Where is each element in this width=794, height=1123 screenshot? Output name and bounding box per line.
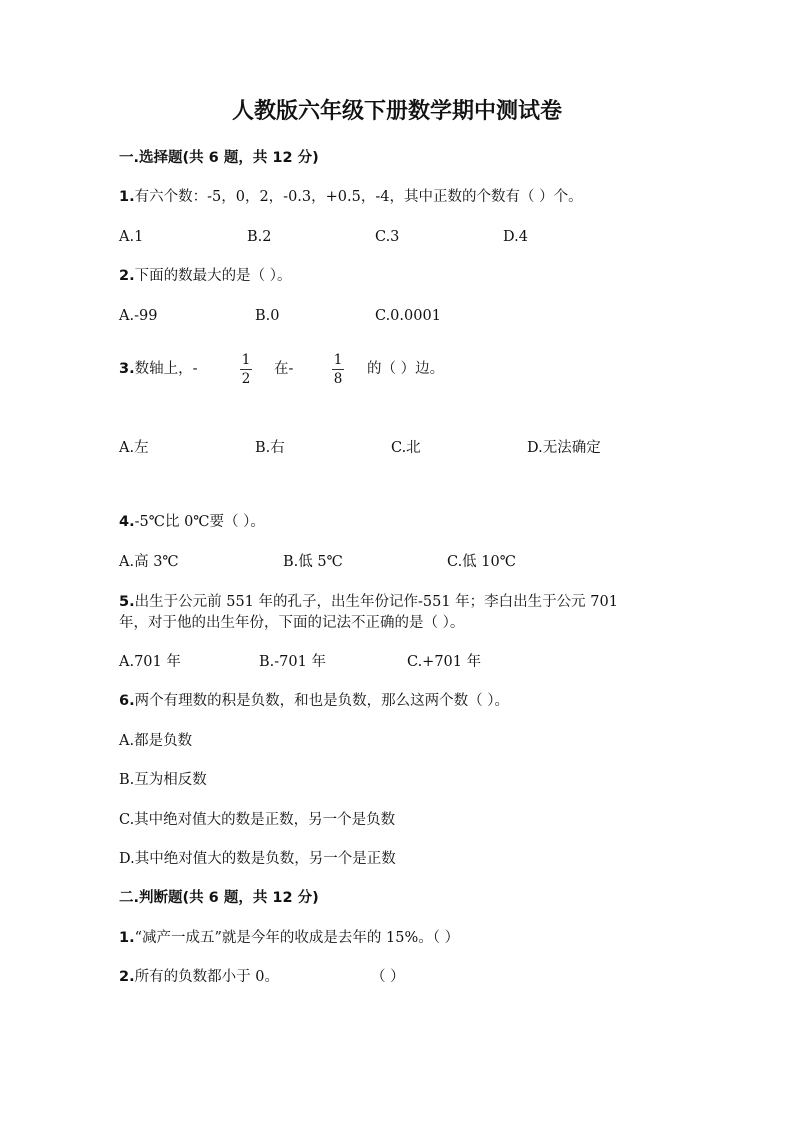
question-3-part-a	[119, 359, 198, 379]
option-c: C.北	[391, 440, 421, 456]
question-text: “减产一成五”就是今年的收成是去年的 15%。（ ）	[134, 930, 460, 946]
question-4	[119, 512, 265, 532]
option-a: A.1	[119, 229, 144, 245]
option-b: B.2	[247, 229, 272, 245]
fraction-denominator: 8	[333, 371, 343, 387]
question-number: 5.	[119, 594, 135, 610]
answer-blank: （ ）	[371, 969, 405, 985]
option-a: A.701 年	[119, 654, 181, 670]
option-c: C.+701 年	[407, 654, 482, 670]
judgement-1	[119, 928, 459, 948]
question-3-part-c: 的（ ）边。	[367, 361, 445, 377]
option-c: C.3	[375, 229, 400, 245]
page-title: 人教版六年级下册数学期中测试卷	[231, 98, 562, 124]
option-b: B.-701 年	[259, 654, 326, 670]
fraction-one-eighth	[331, 352, 345, 387]
option-d: D.其中绝对值大的数是负数，另一个是正数	[119, 851, 396, 867]
question-number: 4.	[119, 514, 135, 530]
option-c: C.其中绝对值大的数是正数，另一个是负数	[119, 812, 396, 828]
fraction-numerator: 1	[333, 352, 343, 368]
question-5-line-1	[119, 592, 618, 612]
option-d: D.4	[503, 229, 528, 245]
section-heading-choice: 一.选择题(共 6 题，共 12 分)	[119, 150, 319, 166]
question-number: 3.	[119, 361, 135, 377]
option-d: D.无法确定	[527, 440, 601, 456]
question-text: 所有的负数都小于 0。	[134, 969, 279, 985]
option-a: A.-99	[119, 308, 158, 324]
option-b: B.低 5℃	[283, 554, 343, 570]
question-5-line-2: 年，对于他的出生年份，下面的记法不正确的是（ ）。	[119, 615, 465, 631]
question-3-part-b: 在-	[274, 361, 294, 377]
option-b: B.右	[255, 440, 285, 456]
question-number: 1.	[119, 930, 135, 946]
question-text: 有六个数：-5，0，2，-0.3，+0.5，-4，其中正数的个数有（ ）个。	[134, 189, 583, 205]
question-number: 2.	[119, 268, 135, 284]
section-heading-judgement: 二.判断题(共 6 题，共 12 分)	[119, 890, 319, 906]
question-text: 两个有理数的积是负数，和也是负数，那么这两个数（ ）。	[134, 693, 509, 709]
question-text: 出生于公元前 551 年的孔子，出生年份记作-551 年；李白出生于公元 701	[134, 594, 618, 610]
fraction-one-half	[239, 352, 253, 387]
question-6	[119, 691, 509, 711]
option-c: C.低 10℃	[447, 554, 516, 570]
question-1	[119, 187, 583, 207]
question-text: 下面的数最大的是（ ）。	[134, 268, 292, 284]
question-number: 2.	[119, 969, 135, 985]
option-b: B.互为相反数	[119, 772, 207, 788]
option-c: C.0.0001	[375, 308, 441, 324]
question-number: 1.	[119, 189, 135, 205]
question-text: 数轴上，-	[134, 361, 198, 377]
option-a: A.左	[119, 440, 149, 456]
question-number: 6.	[119, 693, 135, 709]
option-b: B.0	[255, 308, 280, 324]
fraction-numerator: 1	[241, 352, 251, 368]
question-text: -5℃比 0℃要（ ）。	[134, 514, 265, 530]
option-a: A.高 3℃	[119, 554, 179, 570]
fraction-denominator: 2	[241, 371, 251, 387]
option-a: A.都是负数	[119, 733, 193, 749]
question-2	[119, 266, 291, 286]
judgement-2	[119, 967, 279, 987]
